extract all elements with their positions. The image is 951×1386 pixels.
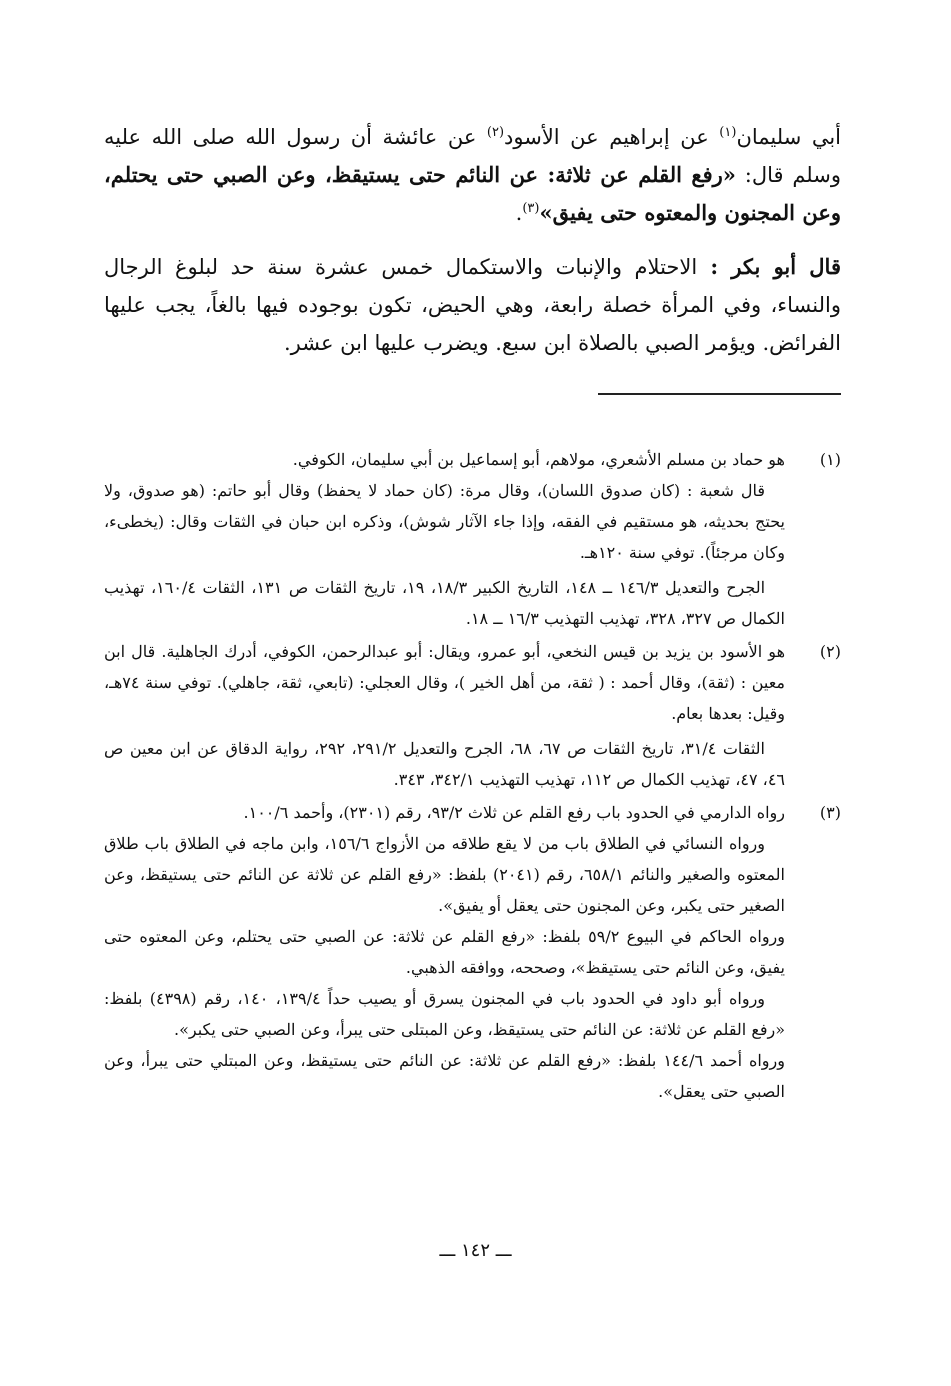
footnote-1 [104, 444, 841, 634]
commentary-text: الاحتلام والإنبات والاستكمال خمس عشرة سنة حد لبلوغ الرجال والنساء، وفي المرأة خصلة رابعة، وهي الحيض، تكون بوجوده فيها بالغاً، يجب عليها الفرائض. ويؤمر الصبي بالصلاة ابن سبع. ويضرب عليها ابن عشر. [104, 255, 841, 355]
footnote-text: ورواه أحمد ١٤٤/٦ بلفظ: «رفع القلم عن ثلاثة: عن النائم حتى يستيقظ، وعن المبتلي حتى يبرأ، وعن الصبي حتى يعقل». [104, 1051, 785, 1101]
page-number: ـــ ١٤٢ ـــ [439, 1240, 512, 1261]
footnote-2 [104, 636, 841, 795]
footnote-text: ورواه الحاكم في البيوع ٥٩/٢ بلفظ: «رفع القلم عن ثلاثة: عن الصبي حتى يحتلم، وعن المعتوه حتى يفيق، وعن النائم حتى يستيقظ»، وصححه، ووافقه الذهبي. [104, 927, 785, 977]
footnote-references: الثقات ٣١/٤، تاريخ الثقات ص ٦٧، ٦٨، الجرح والتعديل ٢٩١/٢، ٢٩٢، رواية الدقاق عن ابن معين ص ٤٦، ٤٧، تهذيب الكمال ص ١١٢، تهذيب التهذيب ٣٤٢/١، ٣٤٣. [104, 739, 785, 789]
footnotes [104, 444, 841, 1107]
commentary-paragraph [104, 248, 841, 362]
hadith-paragraph [104, 118, 841, 232]
footnote-divider [598, 393, 841, 395]
footnote-3 [104, 797, 841, 1107]
narrator-text-2: عن إبراهيم عن الأسود [504, 125, 720, 149]
hadith-quote: «رفع القلم عن ثلاثة: عن النائم حتى يستيقظ، وعن الصبي حتى يحتلم، وعن المجنون والمعتوه حتى يفيق» [104, 162, 841, 225]
footnote-text: هو الأسود بن يزيد بن قيس النخعي، أبو عمرو، ويقال: أبو عبدالرحمن، الكوفي، أدرك الجاهلية. قال ابن معين : (ثقة)، وقال أحمد : ( ثقة، من أهل الخير )، وقال العجلي: (تابعي، ثقة، جاهلي). توفي سنة ٧٤هـ، وقيل: بعدها بعام. [104, 642, 785, 723]
footnote-number: (٢) [819, 642, 841, 661]
commentary-speaker: قال أبو بكر : [697, 254, 841, 279]
footnote-text: ورواه النسائي في الطلاق باب من لا يقع طلاقه من الأزواج ١٥٦/٦، وابن ماجه في الطلاق باب طلاق المعتوه والصغير والنائم ٦٥٨/١، رقم (٢٠٤١) بلفظ: «رفع القلم عن ثلاثة عن النائم حتى يستيقظ، وعن الصغير حتى يكبر، وعن المجنون حتى يعقل أو يفيق». [104, 834, 785, 915]
footnote-references: الجرح والتعديل ١٤٦/٣ ــ ١٤٨، التاريخ الكبير ١٨/٣، ١٩، تاريخ الثقات ص ١٣١، الثقات ١٦٠/٤، تهذيب الكمال ص ٣٢٧، ٣٢٨، تهذيب التهذيب ١٦/٣ ــ ١٨. [104, 578, 785, 628]
footnote-text: ورواه أبو داود في الحدود باب في المجنون يسرق أو يصيب حداً ١٣٩/٤، ١٤٠، رقم (٤٣٩٨) بلفظ: «رفع القلم عن ثلاثة: عن النائم حتى يستيقظ، وعن المبتلى حتى يبرأ، وعن الصبي حتى يكبر». [104, 989, 785, 1039]
footnote-text: رواه الدارمي في الحدود باب رفع القلم عن ثلاث ٩٣/٢، رقم (٢٣٠١)، وأحمد ١٠٠/٦. [243, 803, 785, 822]
footnote-text: هو حماد بن مسلم الأشعري، مولاهم، أبو إسماعيل بن أبي سليمان، الكوفي. [292, 450, 785, 469]
footnote-text: قال شعبة : (كان صدوق اللسان)، وقال مرة: (كان حماد لا يحفظ) وقال أبو حاتم: (هو صدوق، ولا يحتج بحديثه، هو مستقيم في الفقه، وإذا جاء الآثار شوش)، وذكره ابن حبان في الثقات وقال: (يخطىء، وكان مرجئاً). توفي سنة ١٢٠هـ. [104, 481, 785, 562]
footnote-ref-2[interactable]: (٢) [486, 125, 505, 140]
narrator-text-3: عن عائشة أن رسول الله صلى الله عليه وسلم قال: [104, 125, 841, 187]
main-text [104, 118, 841, 362]
footnote-number: (٣) [819, 803, 841, 822]
footnote-ref-1[interactable]: (١) [719, 125, 737, 140]
footnote-ref-3[interactable]: (٣) [522, 201, 540, 216]
hadith-end: . [515, 201, 523, 225]
narrator-text: أبي سليمان [736, 125, 841, 149]
footnote-number: (١) [819, 450, 841, 469]
